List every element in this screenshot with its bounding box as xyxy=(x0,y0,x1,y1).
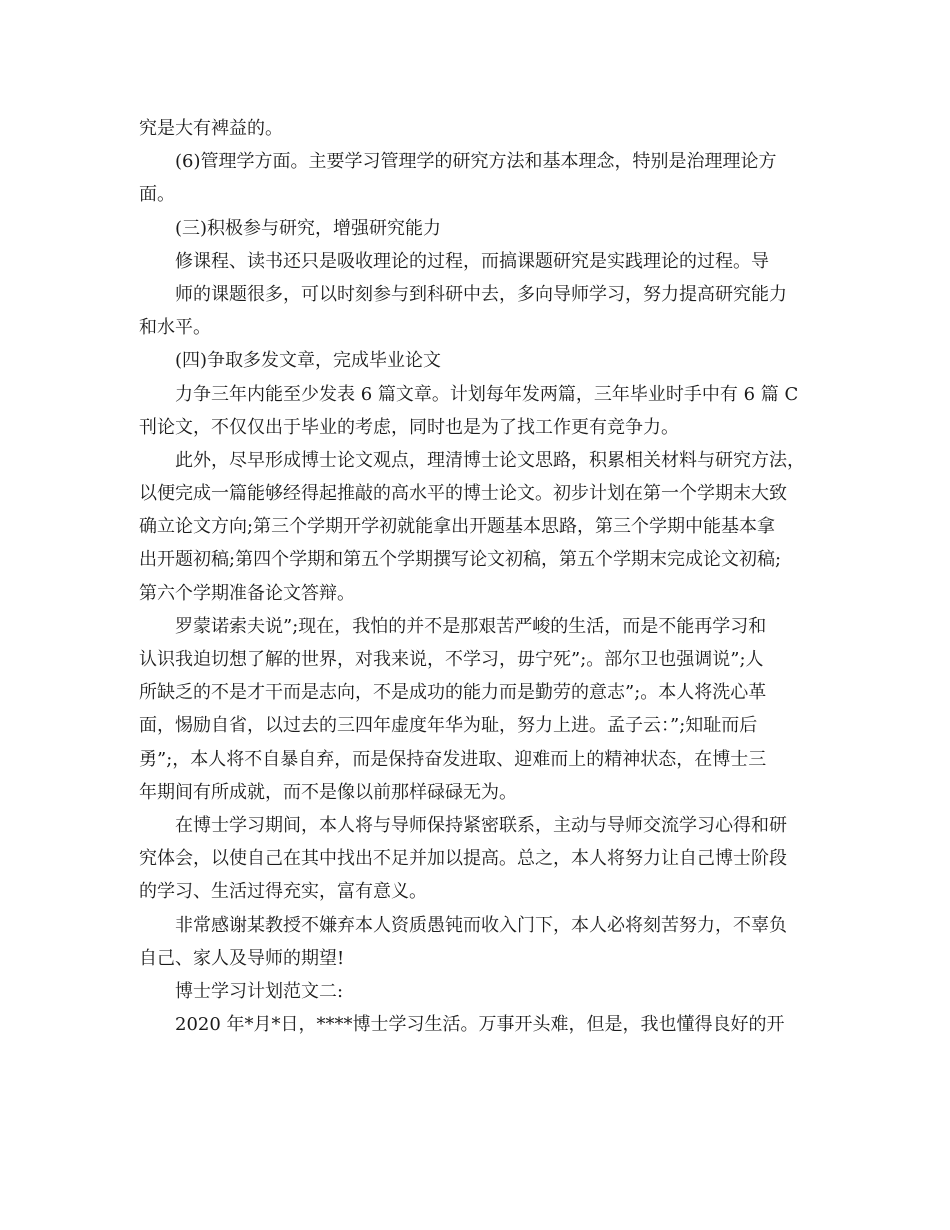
text-line: 非常感谢某教授不嫌弃本人资质愚钝而收入门下，本人必将刻苦努力，不辜负 xyxy=(175,914,787,936)
text-line: 2020 年*月*日，****博士学习生活。万事开头难，但是，我也懂得良好的开 xyxy=(175,1014,785,1036)
text-line: 认识我迫切想了解的世界，对我来说，不学习，毋宁死”;。部尔卫也强调说”;人 xyxy=(139,649,764,670)
document-body xyxy=(139,112,815,1041)
text-line: 以便完成一篇能够经得起推敲的高水平的博士论文。初步计划在第一个学期末大致 xyxy=(139,483,787,505)
text-line: 面，惕励自省，以过去的三四年虚度年华为耻，努力上进。孟子云：”;知耻而后 xyxy=(139,715,758,737)
section-heading: 博士学习计划范文二: xyxy=(175,980,344,1002)
text-line: 勇”;，本人将不自暴自弃，而是保持奋发进取、迎难而上的精神状态，在博士三 xyxy=(139,748,767,770)
text-line: 出开题初稿;第四个学期和第五个学期撰写论文初稿，第五个学期末完成论文初稿; xyxy=(139,549,782,571)
text-line: 罗蒙诺索夫说”;现在，我怕的并不是那艰苦严峻的生活，而是不能再学习和 xyxy=(175,615,767,637)
text-line: 此外，尽早形成博士论文观点，理清博士论文思路，积累相关材料与研究方法， xyxy=(175,449,805,471)
text-line: 究是大有裨益的。 xyxy=(139,118,283,139)
text-line: 修课程、读书还只是吸收理论的过程，而搞课题研究是实践理论的过程。导 xyxy=(175,250,769,272)
text-line: 的学习、生活过得充实，富有意义。 xyxy=(139,881,427,903)
text-line: 确立论文方向;第三个学期开学初就能拿出开题基本思路，第三个学期中能基本拿 xyxy=(139,516,776,538)
text-line: 究体会，以使自己在其中找出不足并加以提高。总之，本人将努力让自己博士阶段 xyxy=(139,848,787,870)
section-heading: (三)积极参与研究，增强研究能力 xyxy=(175,217,442,239)
text-line: 在博士学习期间，本人将与导师保持紧密联系，主动与导师交流学习心得和研 xyxy=(175,814,787,836)
text-line: 自己、家人及导师的期望! xyxy=(139,947,345,969)
text-line: 面。 xyxy=(139,184,175,206)
text-line: 师的课题很多，可以时刻参与到科研中去，多向导师学习，努力提高研究能力 xyxy=(175,283,787,305)
section-heading: (四)争取多发文章，完成毕业论文 xyxy=(175,350,442,372)
text-line: (6)管理学方面。主要学习管理学的研究方法和基本理念，特别是治理理论方 xyxy=(175,151,777,173)
text-line: 所缺乏的不是才干而是志向，不是成功的能力而是勤劳的意志”;。本人将洗心革 xyxy=(139,682,767,704)
text-line: 年期间有所成就，而不是像以前那样碌碌无为。 xyxy=(139,781,517,803)
text-line: 和水平。 xyxy=(139,317,211,339)
text-line: 第六个学期准备论文答辩。 xyxy=(139,582,355,604)
text-line: 力争三年内能至少发表 6 篇文章。计划每年发两篇，三年毕业时手中有 6 篇 C xyxy=(175,383,799,405)
text-line: 刊论文，不仅仅出于毕业的考虑，同时也是为了找工作更有竞争力。 xyxy=(139,416,679,438)
